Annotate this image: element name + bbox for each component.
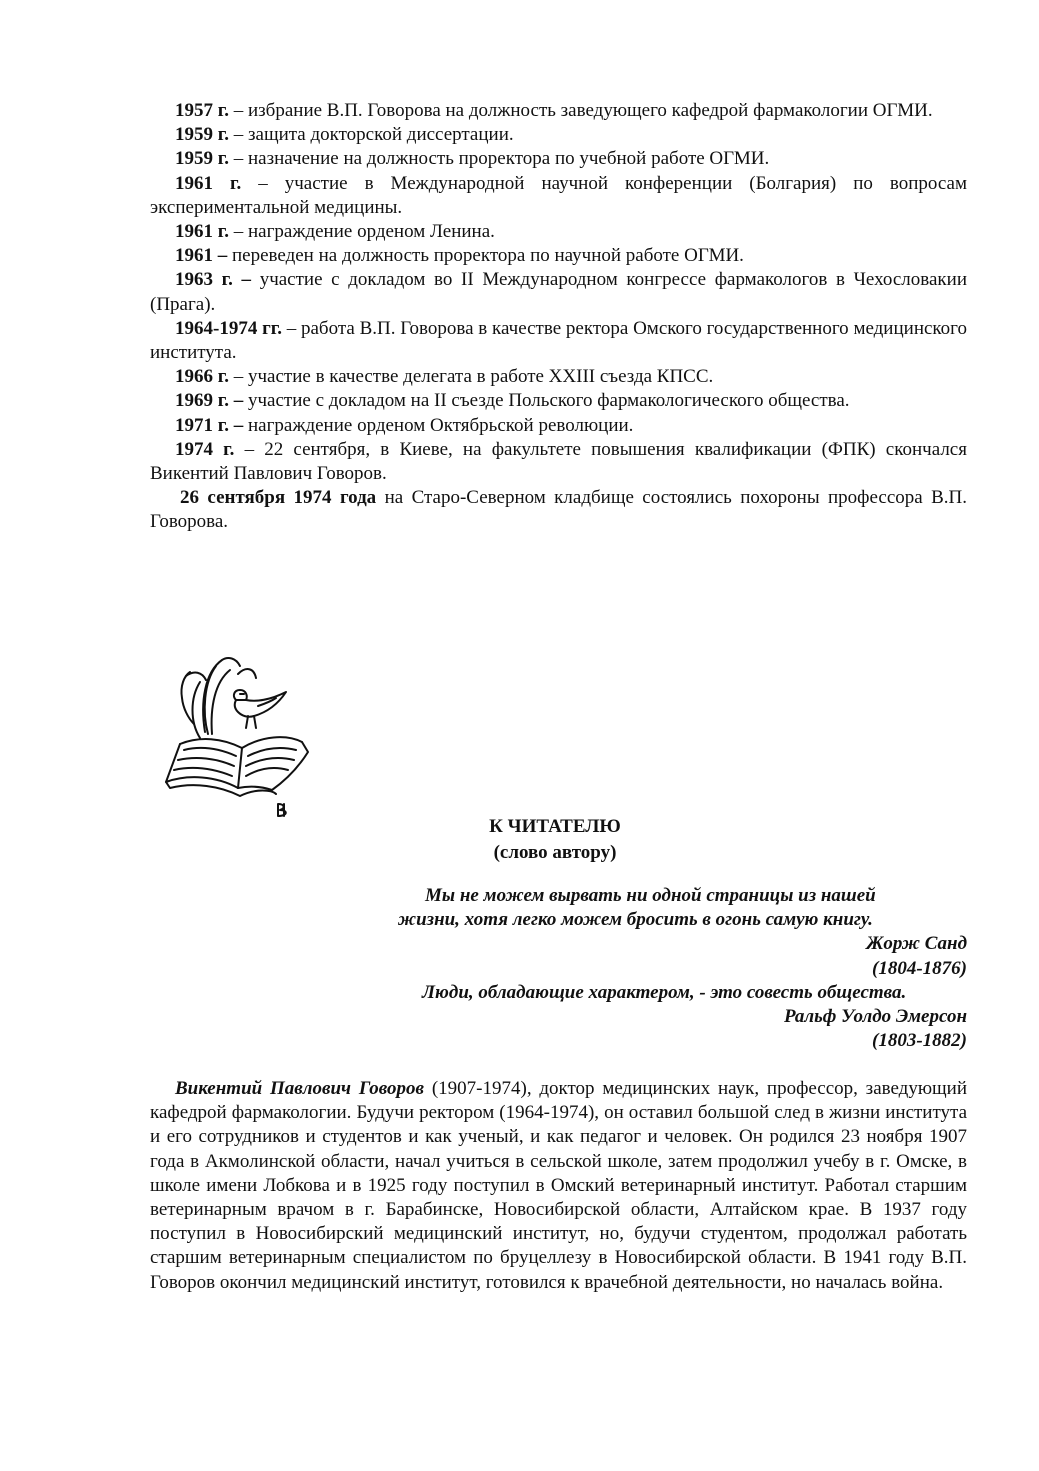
entry-year: 1959 г. [175, 148, 229, 170]
book-and-bird-emblem [160, 652, 310, 822]
epigraph-quote [380, 884, 967, 932]
entry-text: – участие в качестве делегата в работе XXIII съезда КПСС. [229, 366, 714, 388]
chronology-entry [150, 99, 967, 123]
biography-name: Викентий Павлович Говоров [175, 1078, 425, 1099]
entry-year: 1961 г. [175, 221, 229, 243]
entry-year: 1964-1974 гг. [175, 317, 282, 339]
chronology-entry [150, 365, 967, 389]
entry-text: – работа В.П. Говорова в качестве ректора Омского государственного медицинского института. [150, 317, 968, 364]
epigraph-quote: Люди, обладающие характером, - это совесть общества. [422, 981, 907, 1003]
entry-text: на Старо-Северном кладбище состоялись похороны профессора В.П. Говорова. [150, 487, 967, 533]
chronology-entry [150, 486, 967, 534]
entry-year: 1959 г. [175, 124, 229, 146]
biography [150, 1077, 967, 1295]
entry-text: – 22 сентября, в Киеве, на факультете повышения квалификации (ФПК) скончался Викентий Павлович Говоров. [150, 438, 967, 485]
chronology-entry [150, 147, 967, 171]
entry-year: 1969 г. – [175, 390, 244, 412]
chronology-entry [150, 220, 967, 244]
entry-year: 1961 – [175, 245, 228, 267]
entry-year: 1961 г. [175, 172, 242, 194]
chronology-entry [150, 438, 967, 486]
entry-text: – участие в Международной научной конференции (Болгария) по вопросам экспериментальной медицины. [150, 172, 967, 218]
chronology-entry [150, 389, 967, 413]
entry-text: – назначение на должность проректора по учебной работе ОГМИ. [229, 148, 770, 170]
entry-text: – награждение орденом Ленина. [229, 221, 495, 243]
epigraph [380, 884, 967, 1053]
quote-author: Жорж Санд [866, 933, 967, 955]
entry-year: 1957 г. [175, 100, 229, 121]
chronology-list [150, 99, 967, 535]
entry-year: 1966 г. [175, 366, 229, 388]
quote-years: (1803-1882) [872, 1030, 967, 1052]
entry-year: 1974 г. [175, 438, 235, 460]
quote-line: жизни, хотя легко можем бросить в огонь самую книгу. [398, 909, 873, 931]
chronology-entry [150, 317, 967, 365]
entry-year: 1971 г. – [175, 414, 244, 436]
quote-years: (1804-1876) [872, 957, 967, 979]
entry-year: 1963 г. – [175, 269, 252, 291]
entry-text: – защита докторской диссертации. [229, 124, 514, 146]
chronology-entry [150, 244, 967, 268]
entry-text: переведен на должность проректора по научной работе ОГМИ. [227, 245, 744, 267]
entry-year: 26 сентября 1974 года [180, 487, 377, 509]
book-and-bird-icon [160, 652, 310, 822]
section-subtitle: (слово автору) [493, 842, 617, 863]
biography-paragraph [150, 1077, 967, 1295]
chronology-entry [150, 123, 967, 147]
quote-author: Ральф Уолдо Эмерсон [783, 1006, 967, 1028]
chronology-entry [150, 172, 967, 220]
chronology-entry [150, 414, 967, 438]
section-heading [400, 814, 710, 866]
biography-text: (1907-1974), доктор медицинских наук, профессор, заведующий кафедрой фармакологии. Будучи ректором (1964-1974), он оставил большой след в жизни института и его сотрудников и студентов и как ученый, и как педагог и человек. Он родился 23 ноября 1907 года в Акмолинской области, начал учиться в сельской школе, затем продолжил учебу в г. Омске, в школе имени Лобкова и в 1925 году поступил в Омский ветеринарный институт. Работал старшим ветеринарным врачом в г. Барабинске, Новосибирской области, Алтайском крае. В 1937 году поступил в Новосибирский медицинский институт, но, будучи студентом, продолжал работать старшим ветеринарным специалистом по бруцеллезу в Новосибирской области. В 1941 году В.П. Говоров окончил медицинский институт, готовился к врачебной деятельности, но началась война. [150, 1078, 967, 1293]
entry-text: участие с докладом на II съезде Польского фармакологического общества. [243, 390, 850, 412]
entry-text: награждение орденом Октябрьской революции. [243, 414, 634, 436]
section-title: К ЧИТАТЕЛЮ [489, 816, 621, 837]
entry-text: участие с докладом во II Международном конгрессе фармакологов в Чехословакии (Прага). [150, 269, 967, 315]
quote-line: Мы не можем вырвать ни одной страницы из нашей [425, 885, 876, 906]
chronology-entry [150, 268, 967, 316]
entry-text: – избрание В.П. Говорова на должность заведующего кафедрой фармакологии ОГМИ. [229, 100, 933, 121]
